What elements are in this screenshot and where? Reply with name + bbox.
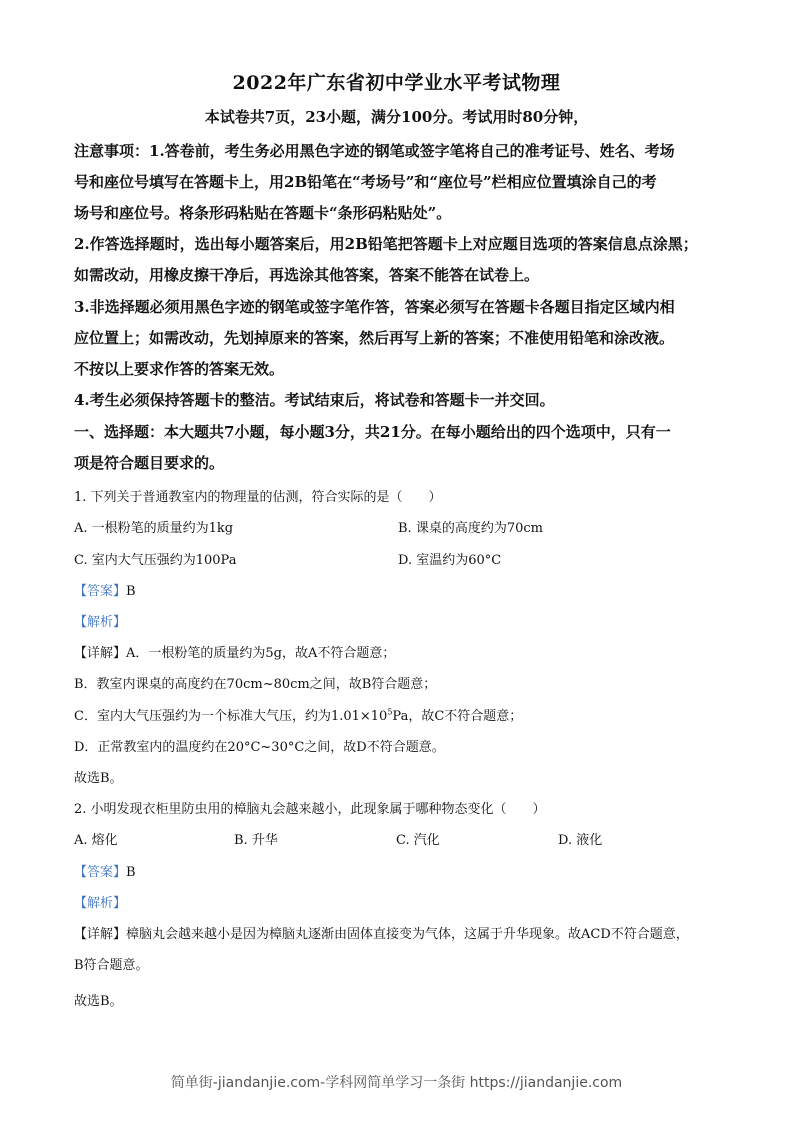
detail-a-text: A．一根粉笔的质量约为5g，故A不符合题意； [126, 646, 396, 661]
question-1-option-c: C. 室内大气压强约为100Pa [74, 553, 237, 568]
answer-value: B [126, 865, 136, 880]
detail-tag: 【详解】 [74, 927, 127, 942]
page-title: 2022年广东省初中学业水平考试物理 [232, 72, 561, 94]
question-1-analysis-tag: 【解析】 [74, 615, 127, 630]
question-2-stem: 2. 小明发现衣柜里防虫用的樟脑丸会越来越小，此现象属于哪种物态变化（ ） [74, 802, 546, 817]
question-1-option-b: B. 课桌的高度约为70cm [398, 521, 543, 536]
detail-text: 樟脑丸会越来越小是因为樟脑丸逐渐由固体直接变为气体，这属于升华现象。故ACD不符合题意， [126, 927, 689, 942]
question-2-option-d: D. 液化 [558, 833, 603, 848]
section-heading-line-2: 项是符合题目要求的。 [74, 454, 225, 472]
note-1-line-2: 号和座位号填写在答题卡上，用2B铅笔在“考场号”和“座位号”栏相应位置填涂自己的考 [74, 173, 657, 191]
exam-subtitle: 本试卷共7页，23小题，满分100分。考试用时80分钟， [204, 108, 589, 126]
question-1-detail-b: B．教室内课桌的高度约在70cm~80cm之间，故B符合题意； [74, 677, 437, 692]
note-3-line-3: 不按以上要求作答的答案无效。 [74, 360, 285, 378]
question-2-option-b: B. 升华 [234, 833, 278, 848]
exponent: 5 [387, 707, 393, 717]
detail-c-text: C．室内大气压强约为一个标准大气压，约为1.01×10 [74, 709, 388, 724]
answer-value: B [126, 584, 136, 599]
question-2-detail-line-1 [74, 923, 689, 942]
question-2-detail-line-2: B符合题意。 [74, 958, 149, 973]
question-1-option-d: D. 室温约为60°C [398, 553, 502, 568]
question-1-answer [74, 580, 136, 599]
question-1-detail-a [74, 642, 395, 661]
note-3-line-1: 3.非选择题必须用黑色字迹的钢笔或签字笔作答，答案必须写在答题卡各题目指定区域内相 [74, 298, 675, 316]
question-1-stem: 1. 下列关于普通教室内的物理量的估测，符合实际的是（ ） [74, 490, 442, 505]
note-1-line-1: 注意事项：1.答卷前，考生务必用黑色字迹的钢笔或签字笔将自己的准考证号、姓名、考场 [74, 142, 675, 160]
question-1-detail-c [74, 705, 522, 724]
note-4: 4.考生必须保持答题卡的整洁。考试结束后，将试卷和答题卡一并交回。 [74, 391, 555, 409]
question-1-conclusion: 故选B。 [74, 771, 123, 786]
note-2-line-2: 如需改动，用橡皮擦干净后，再选涂其他答案，答案不能答在试卷上。 [74, 266, 540, 284]
detail-c-text-end: Pa，故C不符合题意； [392, 709, 523, 724]
question-2-option-c: C. 汽化 [396, 833, 440, 848]
section-heading-line-1: 一、选择题：本大题共7小题，每小题3分，共21分。在每小题给出的四个选项中，只有一 [74, 423, 671, 441]
answer-tag: 【答案】 [74, 584, 127, 599]
page-footer: 简单街-jiandanjie.com-学科网简单学习一条街 https://jiandanjie.com [170, 1075, 623, 1091]
question-2-answer [74, 861, 136, 880]
answer-tag: 【答案】 [74, 865, 127, 880]
question-2-option-a: A. 熔化 [74, 833, 118, 848]
note-1-line-3: 场号和座位号。将条形码粘贴在答题卡“条形码粘贴处”。 [74, 204, 452, 222]
detail-tag: 【详解】 [74, 646, 127, 661]
note-3-line-2: 应位置上；如需改动，先划掉原来的答案，然后再写上新的答案；不准使用铅笔和涂改液。 [74, 329, 675, 347]
question-1-option-a: A. 一根粉笔的质量约为1kg [74, 521, 234, 536]
note-2-line-1: 2.作答选择题时，选出每小题答案后，用2B铅笔把答题卡上对应题目选项的答案信息点涂黑； [74, 235, 698, 253]
question-2-conclusion: 故选B。 [74, 994, 123, 1009]
question-1-detail-d: D．正常教室内的温度约在20°C~30°C之间，故D不符合题意。 [74, 740, 445, 755]
question-2-analysis-tag: 【解析】 [74, 896, 127, 911]
